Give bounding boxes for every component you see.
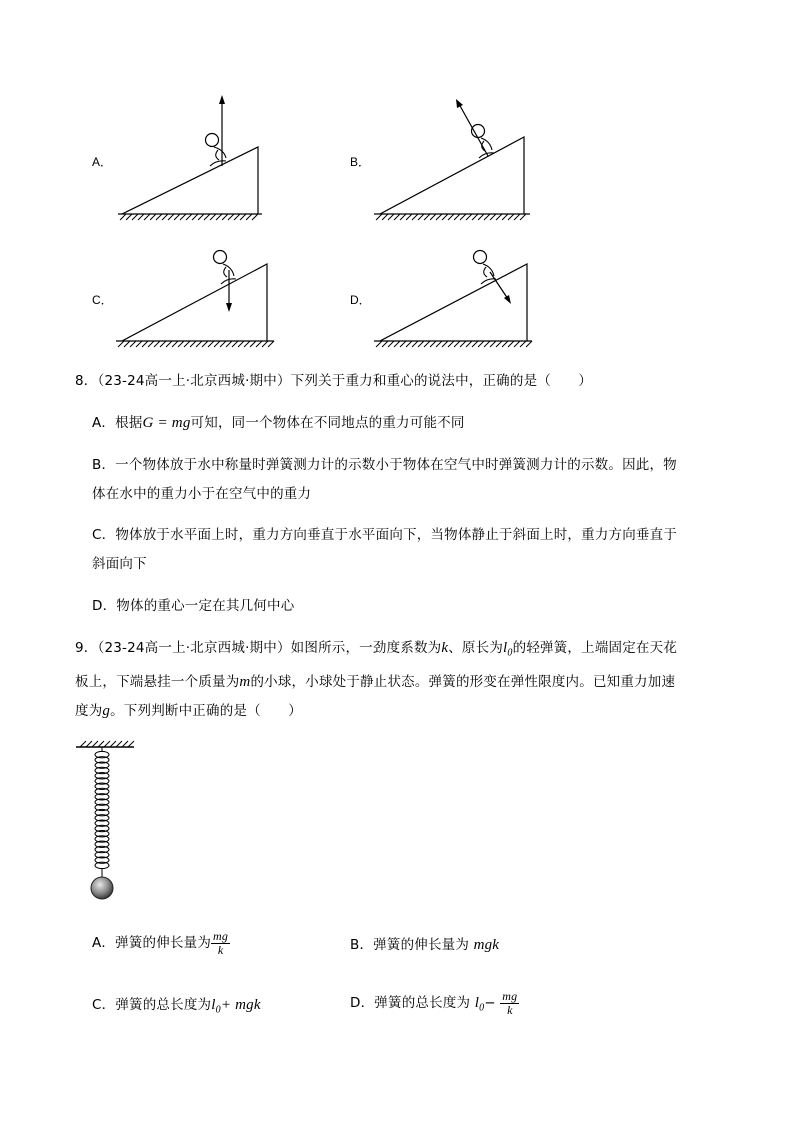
option-label: A． bbox=[92, 935, 116, 951]
option-label-b: B． bbox=[350, 155, 371, 169]
q9-option-c[interactable] bbox=[92, 991, 261, 1025]
subscript: 0 bbox=[507, 647, 513, 659]
question-number: 9． bbox=[75, 640, 98, 656]
option-label-c: C． bbox=[92, 293, 113, 307]
formula: G = mg bbox=[142, 415, 191, 431]
option-text: 物体的重心一定在其几何中心 bbox=[116, 598, 295, 614]
option-label: B． bbox=[350, 937, 374, 953]
option-text: 弹簧的伸长量为 bbox=[115, 935, 212, 951]
var-l: l bbox=[503, 640, 508, 656]
subscript: 0 bbox=[215, 1004, 221, 1016]
option-text: 可知，同一个物体在不同地点的重力可能不同 bbox=[190, 415, 465, 431]
denominator: k bbox=[507, 1002, 513, 1017]
option-text: 弹簧的伸长量为 bbox=[373, 937, 470, 953]
option-label-d: D． bbox=[350, 293, 371, 307]
stem-text: 的小球，小球处于静止状态。弹簧的形变在弹性限度内。已知重力加速 bbox=[250, 673, 676, 690]
denominator: k bbox=[217, 942, 224, 957]
option-label: C． bbox=[92, 997, 116, 1013]
var-k: k bbox=[441, 640, 449, 656]
option-text: 根据 bbox=[115, 415, 143, 431]
question-source: （23-24高一上·北京西城·期中） bbox=[97, 640, 291, 656]
option-label: D． bbox=[92, 598, 117, 614]
numerator: mg bbox=[502, 988, 518, 1003]
stem-text: 的轻弹簧，上端固定在天花 bbox=[512, 640, 678, 656]
subscript: 0 bbox=[479, 1002, 485, 1014]
var-l: l bbox=[211, 997, 216, 1013]
question-stem-text: 下列关于重力和重心的说法中，正确的是（ ） bbox=[290, 373, 593, 389]
option-label: D． bbox=[350, 995, 375, 1011]
var-l: l bbox=[474, 995, 480, 1011]
stem-text: 度为 bbox=[75, 702, 103, 719]
stem-text: 板上，下端悬挂一个质量为 bbox=[75, 673, 240, 690]
option-text: 弹簧的总长度为 bbox=[374, 995, 471, 1011]
stem-text: 、原长为 bbox=[448, 640, 504, 656]
option-label: B． bbox=[92, 457, 116, 473]
option-label: C． bbox=[92, 527, 116, 543]
ball bbox=[91, 877, 113, 899]
option-text: 弹簧的总长度为 bbox=[115, 997, 212, 1013]
fraction bbox=[500, 990, 519, 1017]
option-label: A． bbox=[92, 415, 116, 431]
option-text: 一个物体放于水中称量时弹簧测力计的示数小于物体在空气中时弹簧测力计的示数。因此，物 bbox=[115, 457, 677, 473]
question-number: 8． bbox=[75, 373, 98, 389]
question-source: （23-24高一上·北京西城·期中） bbox=[97, 373, 291, 389]
option-label-a: A． bbox=[92, 155, 113, 169]
formula: + mgk bbox=[220, 997, 261, 1013]
stem-text: 如图所示，一劲度系数为 bbox=[290, 640, 442, 656]
stem-text: 。下列判断中正确的是（ ） bbox=[110, 702, 302, 719]
q9-option-b[interactable] bbox=[350, 931, 499, 960]
option-text-continued: 斜面向下 bbox=[92, 556, 147, 572]
formula: mgk bbox=[473, 937, 500, 953]
q9-option-d[interactable] bbox=[350, 989, 519, 1023]
var-m: m bbox=[239, 673, 251, 690]
option-text: 物体放于水平面上时，重力方向垂直于水平面向下，当物体静止于斜面上时，重力方向垂直于 bbox=[115, 527, 678, 543]
var-g: g bbox=[102, 702, 111, 719]
option-text-continued: 体在水中的重力小于在空气中的重力 bbox=[92, 486, 312, 502]
fraction bbox=[211, 930, 230, 957]
minus-sign: − bbox=[484, 995, 496, 1011]
q9-option-a[interactable] bbox=[92, 929, 230, 958]
numerator: mg bbox=[213, 928, 229, 943]
